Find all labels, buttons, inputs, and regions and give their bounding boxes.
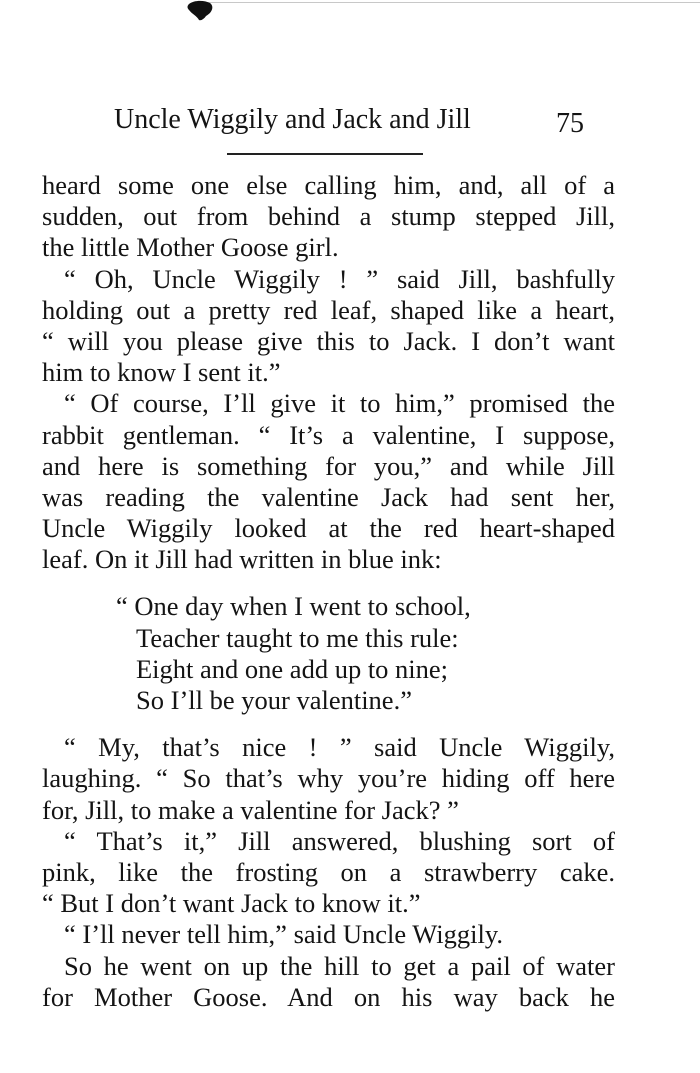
paragraph: [42, 264, 615, 389]
header-rule: [227, 153, 423, 155]
poem-line: “ One day when I went to school,: [116, 591, 471, 622]
text-line: “ That’s it,” Jill answered, blushing sort of: [64, 825, 615, 856]
text-line: for Mother Goose. And on his way back he: [42, 981, 615, 1012]
text-line: pink, like the frosting on a strawberry cake.: [42, 856, 615, 887]
text-line: was reading the valentine Jack had sent her,: [42, 481, 615, 512]
text-line: “ will you please give this to Jack. I don’t want: [42, 325, 615, 356]
text-line: Uncle Wiggily looked at the red heart-shaped: [42, 513, 615, 544]
text-line: him to know I sent it.”: [42, 357, 281, 388]
text-line: “ Of course, I’ll give it to him,” promised the: [64, 388, 615, 419]
paragraph: [42, 951, 615, 1013]
text-line: “ But I don’t want Jack to know it.”: [42, 888, 421, 919]
paragraph: [42, 826, 615, 920]
running-title: Uncle Wiggily and Jack and Jill: [114, 104, 471, 135]
text-line: for, Jill, to make a valentine for Jack? ”: [42, 794, 459, 825]
page-body: [42, 170, 615, 1013]
ink-blot-mark: [186, 0, 216, 22]
paragraph: [42, 388, 615, 575]
text-line: “ My, that’s nice ! ” said Uncle Wiggily,: [64, 732, 615, 763]
text-line: laughing. “ So that’s why you’re hiding off here: [42, 763, 615, 794]
text-line: holding out a pretty red leaf, shaped like a heart,: [42, 294, 615, 325]
poem-line: So I’ll be your valentine.”: [136, 685, 412, 715]
text-line: So he went on up the hill to get a pail of water: [64, 950, 615, 981]
text-line: rabbit gentleman. “ It’s a valentine, I suppose,: [42, 419, 615, 450]
page-number: 75: [556, 108, 584, 139]
paragraph: [42, 732, 615, 826]
text-line: heard some one else calling him, and, all of a: [42, 170, 615, 200]
poem-line: Eight and one add up to nine;: [136, 653, 449, 684]
poem-stanza: [42, 591, 615, 716]
paragraph: [42, 919, 615, 950]
page-top-edge: [200, 2, 700, 3]
text-line: leaf. On it Jill had written in blue ink:: [42, 544, 442, 575]
text-line: and here is something for you,” and while Jill: [42, 450, 615, 481]
page-header: [0, 98, 700, 148]
text-line: sudden, out from behind a stump stepped Jill,: [42, 201, 615, 232]
text-line: the little Mother Goose girl.: [42, 232, 339, 263]
text-line: “ I’ll never tell him,” said Uncle Wiggily.: [64, 919, 503, 950]
poem-line: Teacher taught to me this rule:: [136, 622, 459, 653]
text-line: “ Oh, Uncle Wiggily ! ” said Jill, bashfully: [64, 263, 615, 294]
paragraph: [42, 170, 615, 264]
